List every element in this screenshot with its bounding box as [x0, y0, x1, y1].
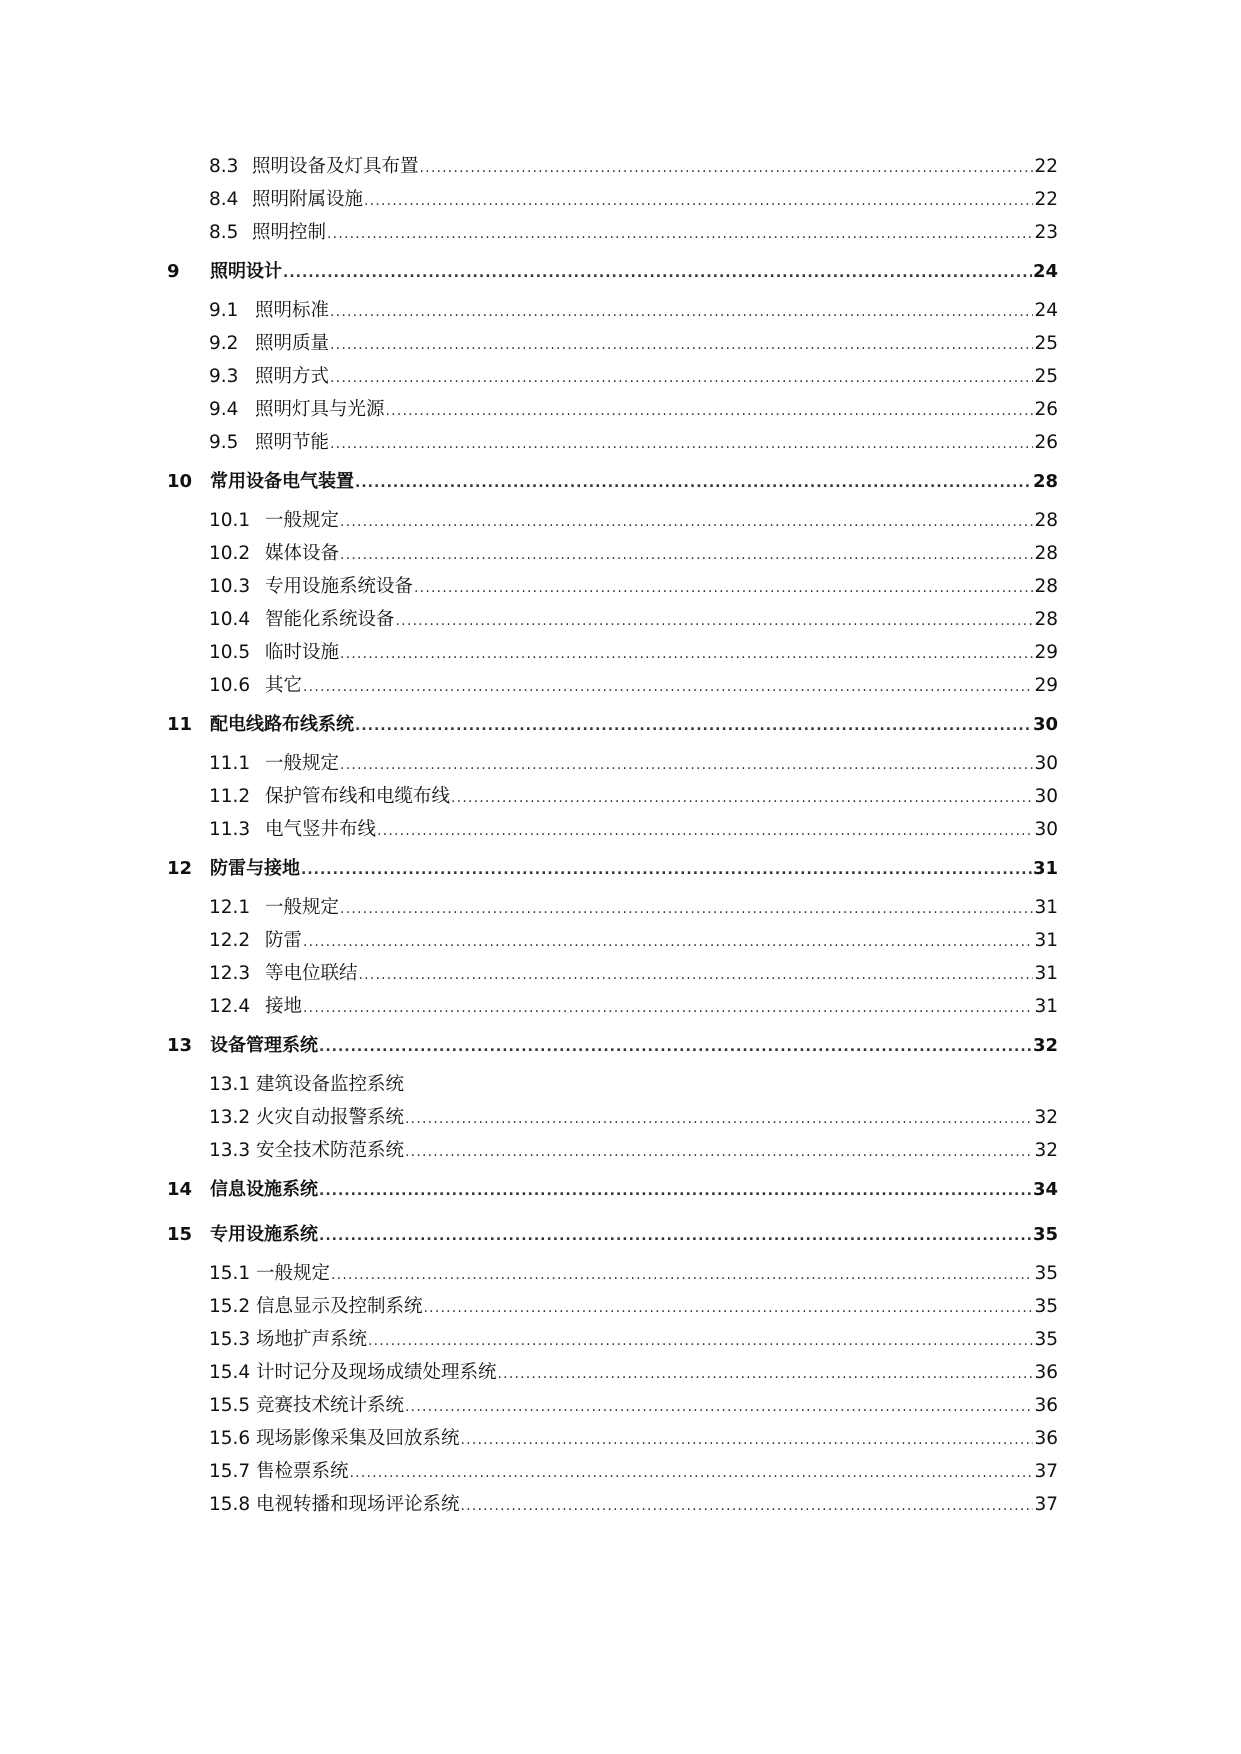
- toc-entry-number: 12.1: [209, 897, 251, 918]
- toc-entry-title: 接地: [265, 996, 303, 1017]
- toc-dot-leader: [386, 395, 1034, 428]
- toc-dot-leader: [424, 1292, 1034, 1325]
- toc-page-number: 30: [1034, 786, 1058, 807]
- toc-dot-leader: [340, 749, 1033, 782]
- toc-entry-title: 智能化系统设备: [265, 609, 395, 630]
- toc-entry-title: 媒体设备: [265, 543, 340, 564]
- toc-entry-title: 防雷与接地: [210, 858, 300, 879]
- toc-section-entry[interactable]: [186, 294, 1058, 327]
- toc-section-entry[interactable]: [186, 1356, 1058, 1389]
- toc-dot-leader: [396, 605, 1034, 638]
- toc-dot-leader: [340, 638, 1033, 671]
- toc-entry-title: 竞赛技术统计系统: [256, 1395, 405, 1416]
- toc-dot-leader: [461, 1424, 1034, 1457]
- toc-entry-number: 9.1: [209, 300, 239, 321]
- toc-entry-number: 15.6: [209, 1428, 251, 1449]
- toc-entry-title: 保护管布线和电缆布线: [265, 786, 451, 807]
- toc-dot-leader: [331, 1259, 1033, 1292]
- toc-entry-title: 火灾自动报警系统: [256, 1107, 405, 1128]
- toc-chapter-entry[interactable]: [167, 459, 1058, 504]
- toc-page-number: 28: [1032, 471, 1058, 492]
- toc-dot-leader: [303, 992, 1033, 1025]
- toc-page-number: 32: [1034, 1140, 1058, 1161]
- toc-page-number: 30: [1034, 753, 1058, 774]
- toc-dot-leader: [330, 428, 1033, 461]
- toc-section-entry[interactable]: [186, 183, 1058, 216]
- toc-section-entry[interactable]: [186, 360, 1058, 393]
- toc-entry-number: 11: [167, 714, 193, 735]
- toc-entry-number: 9.4: [209, 399, 239, 420]
- toc-dot-leader: [340, 893, 1033, 926]
- toc-entry-number: 15.5: [209, 1395, 251, 1416]
- toc-dot-leader: [414, 572, 1033, 605]
- toc-section-entry[interactable]: [186, 1257, 1058, 1290]
- toc-dot-leader: [319, 1214, 1032, 1259]
- toc-entry-number: 12.4: [209, 996, 251, 1017]
- toc-page-number: 35: [1034, 1263, 1058, 1284]
- toc-dot-leader: [319, 1025, 1032, 1070]
- toc-dot-leader: [355, 704, 1032, 749]
- toc-section-entry[interactable]: [186, 1134, 1058, 1167]
- toc-entry-number: 8.3: [209, 156, 239, 177]
- toc-page-number: 22: [1034, 189, 1058, 210]
- toc-section-entry[interactable]: [186, 1455, 1058, 1488]
- toc-entry-number: 13.2: [209, 1107, 251, 1128]
- toc-dot-leader: [340, 539, 1033, 572]
- toc-page-number: 28: [1034, 576, 1058, 597]
- toc-page-number: 35: [1032, 1224, 1058, 1245]
- toc-page-number: 36: [1034, 1362, 1058, 1383]
- toc-dot-leader: [340, 506, 1033, 539]
- toc-entry-number: 15.4: [209, 1362, 251, 1383]
- toc-entry-number: 9.2: [209, 333, 239, 354]
- toc-page-number: 23: [1034, 222, 1058, 243]
- toc-dot-leader: [303, 926, 1033, 959]
- toc-dot-leader: [405, 1136, 1033, 1169]
- toc-page-number: 37: [1034, 1494, 1058, 1515]
- toc-page-number: 30: [1032, 714, 1058, 735]
- toc-section-entry[interactable]: [186, 1068, 1058, 1101]
- toc-entry-number: 11.1: [209, 753, 251, 774]
- toc-dot-leader: [461, 1490, 1034, 1523]
- toc-dot-leader: [364, 185, 1033, 218]
- toc-entry-title: 设备管理系统: [210, 1035, 318, 1056]
- toc-section-entry[interactable]: [186, 780, 1058, 813]
- toc-page-number: 24: [1034, 300, 1058, 321]
- toc-dot-leader: [359, 959, 1034, 992]
- toc-dot-leader: [405, 1103, 1033, 1136]
- toc-section-entry[interactable]: [186, 150, 1058, 183]
- toc-dot-leader: [330, 296, 1033, 329]
- toc-page-number: 36: [1034, 1428, 1058, 1449]
- toc-entry-number: 11.3: [209, 819, 251, 840]
- toc-entry-title: 防雷: [265, 930, 303, 951]
- toc-section-entry[interactable]: [186, 216, 1058, 249]
- toc-entry-number: 9: [167, 261, 180, 282]
- toc-entry-title: 安全技术防范系统: [256, 1140, 405, 1161]
- toc-section-entry[interactable]: [186, 891, 1058, 924]
- toc-page-number: 22: [1034, 156, 1058, 177]
- toc-entry-title: 计时记分及现场成绩处理系统: [256, 1362, 497, 1383]
- toc-entry-title: 场地扩声系统: [256, 1329, 368, 1350]
- toc-dot-leader: [330, 329, 1033, 362]
- toc-page-number: 34: [1032, 1179, 1058, 1200]
- toc-section-entry[interactable]: [186, 669, 1058, 702]
- toc-entry-number: 11.2: [209, 786, 251, 807]
- toc-dot-leader: [377, 815, 1033, 848]
- toc-section-entry[interactable]: [186, 636, 1058, 669]
- toc-entry-title: 现场影像采集及回放系统: [256, 1428, 460, 1449]
- toc-entry-title: 专用设施系统设备: [265, 576, 414, 597]
- toc-entry-number: 15.2: [209, 1296, 251, 1317]
- toc-entry-title: 信息显示及控制系统: [256, 1296, 423, 1317]
- toc-entry-number: 8.5: [209, 222, 239, 243]
- toc-entry-number: 10.3: [209, 576, 251, 597]
- toc-section-entry[interactable]: [186, 1389, 1058, 1422]
- toc-page-number: 36: [1034, 1395, 1058, 1416]
- toc-page-number: 25: [1034, 333, 1058, 354]
- toc-entry-number: 15.1: [209, 1263, 251, 1284]
- toc-entry-title: 照明设备及灯具布置: [252, 156, 419, 177]
- toc-page-number: 30: [1034, 819, 1058, 840]
- toc-page-number: 35: [1034, 1296, 1058, 1317]
- toc-page-number: 31: [1032, 858, 1058, 879]
- toc-dot-leader: [303, 671, 1033, 704]
- toc-page-number: 32: [1032, 1035, 1058, 1056]
- toc-section-entry[interactable]: [186, 990, 1058, 1023]
- toc-section-entry[interactable]: [186, 1290, 1058, 1323]
- toc-dot-leader: [283, 251, 1032, 296]
- toc-entry-title: 照明附属设施: [252, 189, 364, 210]
- toc-page-number: 29: [1034, 642, 1058, 663]
- toc-section-entry[interactable]: [186, 813, 1058, 846]
- toc-entry-title: 一般规定: [265, 897, 340, 918]
- toc-entry-number: 13: [167, 1035, 193, 1056]
- toc-dot-leader: [355, 461, 1032, 506]
- toc-dot-leader: [319, 1169, 1032, 1214]
- toc-section-entry[interactable]: [186, 504, 1058, 537]
- toc-entry-title: 临时设施: [265, 642, 340, 663]
- toc-page-number: 31: [1034, 930, 1058, 951]
- toc-entry-title: 建筑设备监控系统: [256, 1074, 405, 1095]
- toc-entry-number: 13.3: [209, 1140, 251, 1161]
- toc-entry-number: 14: [167, 1179, 193, 1200]
- toc-dot-leader: [350, 1457, 1034, 1490]
- toc-dot-leader: [405, 1391, 1033, 1424]
- toc-entry-title: 照明标准: [255, 300, 330, 321]
- toc-entry-title: 电气竖井布线: [265, 819, 377, 840]
- toc-page-number: 29: [1034, 675, 1058, 696]
- toc-page-number: 26: [1034, 432, 1058, 453]
- toc-chapter-entry[interactable]: [167, 1167, 1058, 1212]
- toc-chapter-entry[interactable]: [167, 249, 1058, 294]
- toc-dot-leader: [420, 152, 1034, 185]
- toc-section-entry[interactable]: [186, 1323, 1058, 1356]
- toc-entry-title: 电视转播和现场评论系统: [256, 1494, 460, 1515]
- toc-entry-number: 12.3: [209, 963, 251, 984]
- toc-page-number: 28: [1034, 510, 1058, 531]
- toc-section-entry[interactable]: [186, 1101, 1058, 1134]
- table-of-contents: [167, 150, 1058, 1521]
- toc-entry-number: 12.2: [209, 930, 251, 951]
- toc-entry-number: 9.3: [209, 366, 239, 387]
- toc-entry-title: 等电位联结: [265, 963, 358, 984]
- toc-page-number: 28: [1034, 609, 1058, 630]
- toc-entry-number: 13.1: [209, 1074, 251, 1095]
- toc-page-number: 31: [1034, 897, 1058, 918]
- toc-page-number: 24: [1032, 261, 1058, 282]
- toc-chapter-entry[interactable]: [167, 846, 1058, 891]
- toc-section-entry[interactable]: [186, 393, 1058, 426]
- toc-section-entry[interactable]: [186, 1422, 1058, 1455]
- toc-entry-title: 售检票系统: [256, 1461, 349, 1482]
- toc-section-entry[interactable]: [186, 1488, 1058, 1521]
- toc-dot-leader: [451, 782, 1033, 815]
- toc-dot-leader: [301, 848, 1032, 893]
- toc-section-entry[interactable]: [186, 924, 1058, 957]
- toc-chapter-entry[interactable]: [167, 1023, 1058, 1068]
- toc-entry-number: 15.3: [209, 1329, 251, 1350]
- toc-entry-title: 照明灯具与光源: [255, 399, 385, 420]
- toc-entry-number: 10: [167, 471, 193, 492]
- toc-page-number: 35: [1034, 1329, 1058, 1350]
- toc-section-entry[interactable]: [186, 747, 1058, 780]
- toc-entry-title: 常用设备电气装置: [210, 471, 354, 492]
- toc-entry-number: 15: [167, 1224, 193, 1245]
- toc-section-entry[interactable]: [186, 426, 1058, 459]
- toc-dot-leader: [330, 362, 1033, 395]
- toc-entry-title: 照明质量: [255, 333, 330, 354]
- toc-entry-title: 一般规定: [256, 1263, 331, 1284]
- toc-entry-number: 8.4: [209, 189, 239, 210]
- toc-entry-title: 照明方式: [255, 366, 330, 387]
- toc-entry-title: 照明控制: [252, 222, 327, 243]
- toc-entry-number: 10.4: [209, 609, 251, 630]
- toc-entry-title: 其它: [265, 675, 303, 696]
- toc-section-entry[interactable]: [186, 570, 1058, 603]
- toc-entry-title: 一般规定: [265, 753, 340, 774]
- toc-entry-number: 12: [167, 858, 193, 879]
- toc-chapter-entry[interactable]: [167, 702, 1058, 747]
- toc-dot-leader: [327, 218, 1033, 251]
- toc-page-number: 25: [1034, 366, 1058, 387]
- toc-entry-title: 专用设施系统: [210, 1224, 318, 1245]
- toc-entry-title: 一般规定: [265, 510, 340, 531]
- toc-entry-number: 10.1: [209, 510, 251, 531]
- toc-entry-number: 9.5: [209, 432, 239, 453]
- toc-entry-number: 15.7: [209, 1461, 251, 1482]
- toc-entry-number: 10.2: [209, 543, 251, 564]
- toc-entry-title: 配电线路布线系统: [210, 714, 354, 735]
- toc-section-entry[interactable]: [186, 537, 1058, 570]
- toc-page-number: 31: [1034, 963, 1058, 984]
- toc-page-number: 28: [1034, 543, 1058, 564]
- toc-page-number: 31: [1034, 996, 1058, 1017]
- toc-section-entry[interactable]: [186, 327, 1058, 360]
- toc-dot-leader: [368, 1325, 1033, 1358]
- toc-chapter-entry[interactable]: [167, 1212, 1058, 1257]
- toc-section-entry[interactable]: [186, 603, 1058, 636]
- toc-entry-title: 照明节能: [255, 432, 330, 453]
- toc-section-entry[interactable]: [186, 957, 1058, 990]
- toc-entry-title: 信息设施系统: [210, 1179, 318, 1200]
- toc-entry-title: 照明设计: [210, 261, 282, 282]
- toc-page-number: 37: [1034, 1461, 1058, 1482]
- toc-entry-number: 10.5: [209, 642, 251, 663]
- toc-entry-number: 15.8: [209, 1494, 251, 1515]
- toc-page-number: 32: [1034, 1107, 1058, 1128]
- toc-page-number: 26: [1034, 399, 1058, 420]
- toc-dot-leader: [498, 1358, 1034, 1391]
- toc-entry-number: 10.6: [209, 675, 251, 696]
